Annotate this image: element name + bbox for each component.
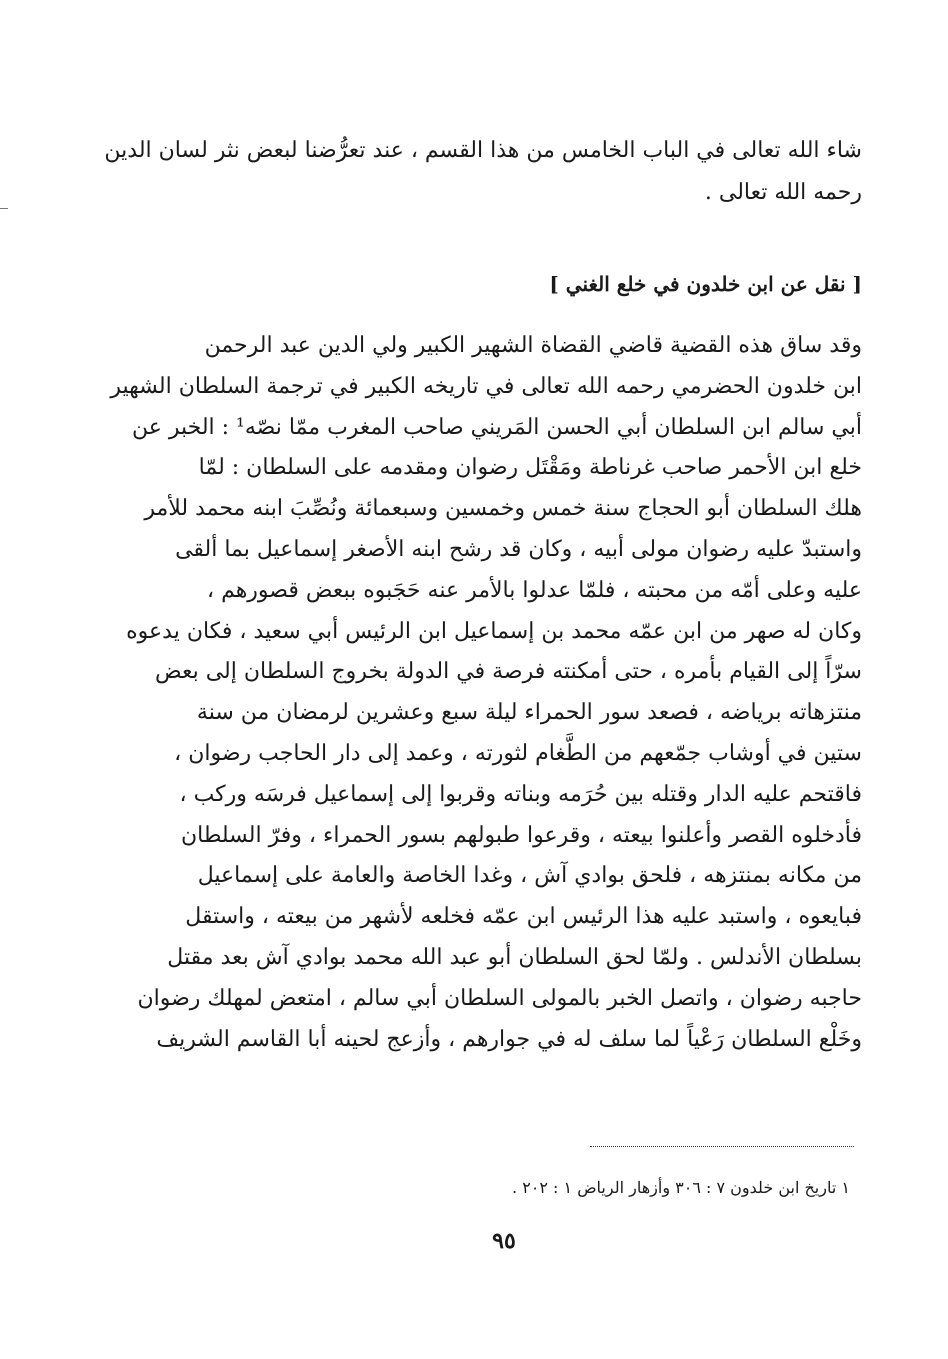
body-line: وكان له صهر من ابن عمّه محمد بن إسماعيل ابن الرئيس أبي سعيد ، فكان يدعوه	[126, 618, 862, 644]
footnote-separator	[590, 1146, 854, 1147]
body-line: خلع ابن الأحمر صاحب غرناطة ومَقْتَل رضوان ومقدمه على السلطان : لمّا	[198, 455, 862, 481]
body-line: ابن خلدون الحضرمي رحمه الله تعالى في تاريخه الكبير في ترجمة السلطان الشهير	[110, 373, 862, 399]
footnote: ١ تاريخ ابن خلدون ٧ : ٣٠٦ وأزهار الرياض ١ : ٢٠٢ .	[512, 1178, 850, 1197]
body-line: هلك السلطان أبو الحجاج سنة خمس وخمسين وسبعمائة ونُصِّبَ ابنه محمد للأمر	[144, 496, 862, 522]
intro-line: شاء الله تعالى في الباب الخامس من هذا القسم ، عند تعرُّضنا لبعض نثر لسان الدين	[104, 138, 862, 163]
page-number: ٩٥	[492, 1228, 516, 1254]
body-line: من مكانه بمنتزهه ، فلحق بوادي آش ، وغدا الخاصة والعامة على إسماعيل	[197, 863, 862, 889]
intro-line: رحمه الله تعالى .	[704, 180, 862, 205]
body-line: أبي سالم ابن السلطان أبي الحسن المَريني صاحب المغرب ممّا نصّه¹ : الخبر عن	[131, 414, 862, 440]
body-line: وخَلْع السلطان رَعْياً لما سلف له في جوارهم ، وأزعج لحينه أبا القاسم الشريف	[156, 1026, 862, 1052]
body-line: فاقتحم عليه الدار وقتله بين حُرَمه وبناته وقربوا إلى إسماعيل فرسَه وركب ،	[179, 781, 862, 807]
margin-mark	[0, 208, 8, 209]
section-heading: [ نقل عن ابن خلدون في خلع الغني ]	[549, 272, 862, 296]
body-line: وقد ساق هذه القضية قاضي القضاة الشهير الكبير ولي الدين عبد الرحمن	[204, 333, 862, 358]
body-line: عليه وعلى أمّه من محبته ، فلمّا عدلوا بالأمر عنه حَجَبوه ببعض قصورهم ،	[206, 577, 862, 603]
body-line: فبايعوه ، واستبد عليه هذا الرئيس ابن عمّه فخلعه لأشهر من بيعته ، واستقل	[185, 904, 862, 930]
body-line: منتزهاته برياضه ، فصعد سور الحمراء ليلة سبع وعشرين لرمضان من سنة	[196, 700, 862, 726]
body-line: حاجبه رضوان ، واتصل الخبر بالمولى السلطان أبي سالم ، امتعض لمهلك رضوان	[137, 985, 862, 1011]
body-line: فأدخلوه القصر وأعلنوا بيعته ، وقرعوا طبولهم بسور الحمراء ، وفرّ السلطان	[180, 822, 862, 848]
body-line: ستين في أوشاب جمّعهم من الطَّغام لثورته ، وعمد إلى دار الحاجب رضوان ،	[174, 740, 862, 766]
body-line: بسلطان الأندلس . ولمّا لحق السلطان أبو عبد الله محمد بوادي آش بعد مقتل	[167, 944, 862, 970]
body-line: سرّاً إلى القيام بأمره ، حتى أمكنته فرصة في الدولة بخروج السلطان إلى بعض	[155, 659, 862, 685]
intro-paragraph	[104, 130, 862, 214]
body-line: واستبدّ عليه رضوان مولى أبيه ، وكان قد رشح ابنه الأصغر إسماعيل بما ألقى	[175, 536, 862, 562]
main-paragraph	[110, 326, 862, 1060]
